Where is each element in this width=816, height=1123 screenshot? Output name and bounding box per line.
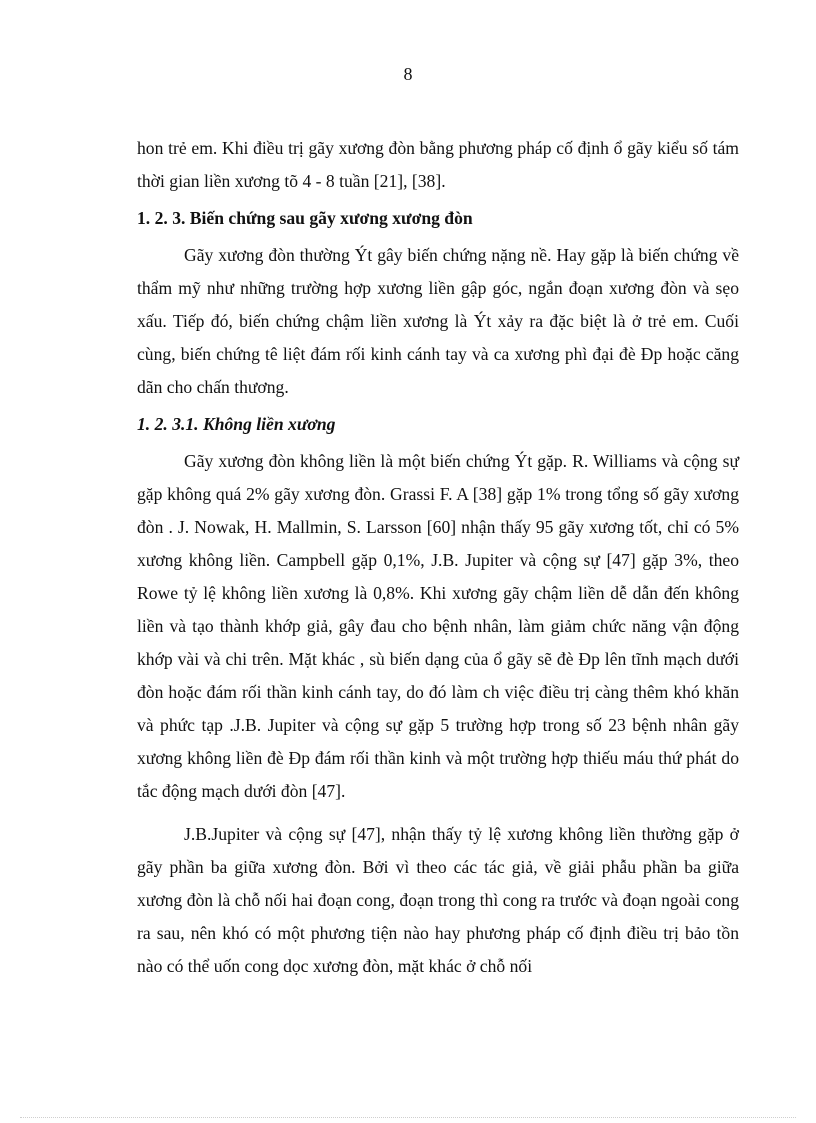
page-number: 8	[403, 64, 413, 84]
paragraph-nonunion: Gãy xương đòn không liền là một biến chứng Ýt gặp. R. Williams và cộng sự gặp không quá 2% gãy xương đòn. Grassi F. A [38] gặp 1% trong tổng số gãy xương đòn . J. Nowak, H. Mallmin, S. Larsson [60] nhận thấy 95 gãy xương tốt, chỉ có 5% xương không liền. Campbell gặp 0,1%, J.B. Jupiter và cộng sự [47] gặp 3%, theo Rowe tỷ lệ không liền xương là 0,8%. Khi xương gãy chậm liền dễ dẫn đến không liền và tạo thành khớp giả, gây đau cho bệnh nhân, làm giảm chức năng vận động khớp vài và chi trên. Mặt khác , sù biến dạng của ổ gãy sẽ đè Ðp lên tĩnh mạch dưới đòn hoặc đám rối thần kinh cánh tay, do đó làm ch việc điều trị càng thêm khó khăn và phức tạp .J.B. Jupiter và cộng sự gặp 5 trường hợp trong số 23 bệnh nhân gãy xương không liền đè Ðp đám rối thần kinh và một trường hợp thiếu máu thứ phát do tắc động mạch dưới đòn [47].	[137, 451, 739, 801]
page-bottom-divider	[20, 1117, 796, 1118]
section-heading-1-2-3: 1. 2. 3. Biến chứng sau gãy xương xương đòn	[137, 208, 473, 228]
paragraph-continuation: hon trẻ em. Khi điều trị gãy xương đòn bằng phương pháp cố định ổ gãy kiểu số tám thời gian liền xương tõ 4 - 8 tuần [21], [38].	[137, 138, 739, 191]
subsection-heading-1-2-3-1: 1. 2. 3.1. Không liền xương	[137, 414, 336, 434]
document-body	[137, 132, 739, 983]
paragraph-jupiter: J.B.Jupiter và cộng sự [47], nhận thấy tỷ lệ xương không liền thường gặp ở gãy phần ba giữa xương đòn. Bởi vì theo các tác giả, về giải phẫu phần ba giữa xương đòn là chỗ nối hai đoạn cong, đoạn trong thì cong ra trước và đoạn ngoài cong ra sau, nên khó có một phương tiện nào hay phương pháp cố định điều trị bảo tồn nào có thể uốn cong dọc xương đòn, mặt khác ở chỗ nối	[137, 824, 739, 976]
paragraph-complications: Gãy xương đòn thường Ýt gây biến chứng nặng nề. Hay gặp là biến chứng về thẩm mỹ như những trường hợp xương liền gập góc, ngắn đoạn xương đòn và sẹo xấu. Tiếp đó, biến chứng chậm liền xương là Ýt xảy ra đặc biệt là ở trẻ em. Cuối cùng, biến chứng tê liệt đám rối kinh cánh tay và ca xương phì đại đè Ðp hoặc căng dãn cho chấn thương.	[137, 245, 739, 397]
